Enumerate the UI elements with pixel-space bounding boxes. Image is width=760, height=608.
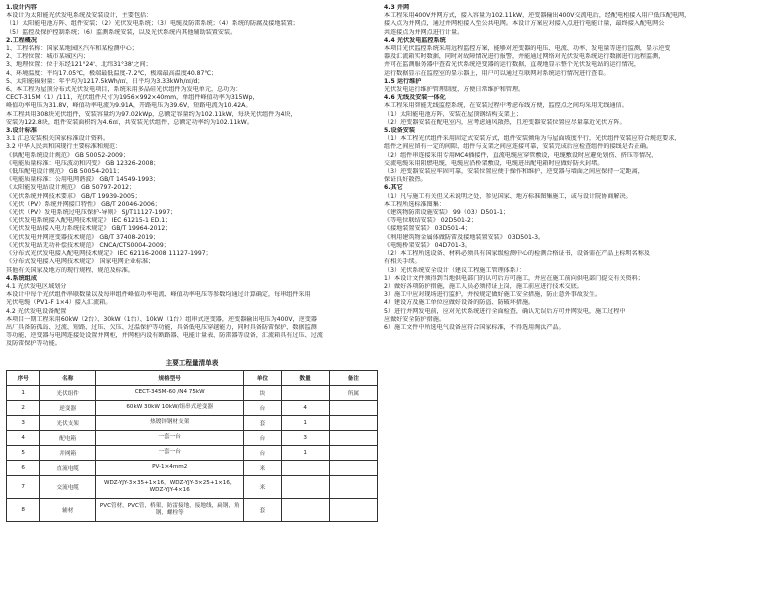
text-line: 《分布式光伏发电接入配电网技术规定》 IEC 62116-2008 11127-1997； [6,250,212,258]
text-line: 器及汇流箱实时数据，同时对故障情况进行报警，并能通过网络对光伏发电系统运行数据进行远程监测， [384,53,665,61]
text-line: 及防雷保护等功能。 [6,340,61,348]
text-line: 3.1 汇总安装相关国家标准设计资料。 [6,135,110,143]
text-line: 接入点为并网点，通过并网柜接入至公共电网。本设计方案应对接入点进行电能计量，最终接入配电网公 [384,20,665,28]
text-line: 等功能，逆变器与电网连接处设置并网柜，并网柜内设有断路器、电能计量表、防雷器等设备，汇流箱具有过压、过流 [6,332,323,340]
text-line: 《光伏发电站无功补偿技术规范》 CNCA/CTS0004-2009； [6,241,170,249]
text-line: 《建筑物防雷设施安装》 99（03）D501-1； [384,209,510,217]
table-row [7,460,378,475]
table-cell: 套 [244,415,281,430]
table-cell: 套 [244,498,281,521]
table-cell: CECT-345M-60 /N4 75kW [96,385,244,400]
text-line: 2）做好各项防护措施，施工人员必须持证上岗，施工前应进行技术交底。 [384,282,583,290]
text-line: 本工程所选标准图集： [384,200,445,208]
table-cell: 4 [7,430,40,445]
text-line: 本设计为太阳能光伏发电系统及安装设计，主要包括： [6,12,153,20]
text-line: （2）本工程所选设备、材料必须具有国家级检测中心的检测合格证书，设备需在产品上标明名称及 [384,250,650,258]
text-line: 《电能质量标准：公用电网谐波》 GB/T 14549-1993； [6,176,160,184]
text-line: （5）监控及保护控制系统；（6）监测系统安装，以及光伏系统内其他辅助装置安装。 [6,28,237,36]
text-line: 本工程采用智能无线监控系统，在安装过程中考虑布线方便，监控点之间均采用无线通信。 [384,102,628,110]
table-header-cell: 备注 [329,370,377,385]
table-cell [281,460,329,475]
table-cell [329,498,377,521]
equipment-table-header [7,370,378,385]
text-line: 共连接点为并网点进行计量。 [384,28,464,36]
table-cell: 逆变器 [40,400,96,415]
text-line: CECT-315M（1）/111，光伏组件尺寸为1956×992×40mm，单组件峰值功率为315Wp， [6,94,259,102]
text-line: 3）施工中应对现场进行监护，并按规定做好施工安全措施，防止意外事故发生。 [384,291,602,299]
table-cell: 块 [244,385,281,400]
text-line: 4.2 光伏发电设备配置 [6,307,67,315]
table-cell: 3 [7,415,40,430]
text-line: （1）太阳能电池方阵，安装在屋顶钢结构支架上； [384,110,522,118]
table-cell [281,385,329,400]
table-cell [281,475,329,498]
table-cell: 热镀锌钢材支架 [96,415,244,430]
table-cell: 并网箱 [40,445,96,460]
text-line: 《低压配电设计规范》 GB 50054-2011； [6,168,123,176]
text-line: 保证良好散热。 [384,176,427,184]
text-line: 《利用建筑物金属体做防雷及接地装置安装》 03D501-3。 [384,233,545,241]
text-line: 1、工程名称：国家某地园区汽车和某检测中心； [6,45,138,53]
table-header-cell: 规格型号 [96,370,244,385]
text-line: 6）施工文件中所选电气设备应符合国家标准，不得选用淘汰产品。 [384,323,565,331]
table-cell [329,445,377,460]
table-cell: 台 [244,445,281,460]
table-cell: 3 [281,430,329,445]
table-cell [329,400,377,415]
table-cell: 一套一台 [96,445,244,460]
text-line: 《太阳能发电站设计规范》 GB 50797-2012； [6,184,136,192]
table-row [7,400,378,415]
table-cell [329,475,377,498]
text-line: （1）太阳能电池方阵、组件安装；（2）光伏发电系统；（3）电缆及防雷系统；（4）系统的防腐及接地装置； [6,20,299,28]
text-line: 其他有关国家及地方的现行规程、规范及标准。 [6,266,134,274]
text-line: 1）本设计文件须得到当地供电部门的认可后方可施工，并应在施工前向供电部门提交有关资料； [384,274,644,282]
table-cell: 光伏支架 [40,415,96,430]
equipment-table [6,355,378,522]
equipment-table-caption: 主要工程量清单表 [165,358,219,367]
text-line: 本工程采用400V并网方式，接入容量为102.11kW，逆变器输出400V交流电后，经配电柜接入用户低压配电网， [384,12,691,20]
table-cell: 台 [244,430,281,445]
table-cell: 台 [244,400,281,415]
text-line: 《光伏发电站接入电力系统技术规定》 GB/T 19964-2012； [6,225,172,233]
text-line: 6、本工程为屋顶分布式光伏发电项目，系统采用多晶硅光伏组件为发电单元，总功为： [6,86,242,94]
text-line: 4、环境温度：平均17.05℃，极端最低温度-7.2℃，极端最高温度40.87℃； [6,69,218,77]
table-cell: 配电箱 [40,430,96,445]
table-cell: 1 [281,415,329,430]
section-heading: 6.其它 [384,184,403,192]
table-cell: 光伏组件 [40,385,96,400]
text-line: 《等电位联结安装》 02D501-2； [384,217,478,225]
table-row [7,475,378,498]
text-line: 光伏电缆（PV1-F 1×4）接入汇流箱。 [6,299,112,307]
text-line: 安装为122.8块，组件安装面积约为4.6㎡，共安装光伏组件，总额定功率约为102.11kW。 [6,118,253,126]
right-text-lines [384,4,754,332]
table-cell: 5 [7,445,40,460]
section-heading: 4.4 光伏发电监控系统 [384,36,446,44]
table-header-cell: 单位 [244,370,281,385]
table-cell: 米 [244,475,281,498]
section-heading: 3.设计标准 [6,127,37,135]
table-cell: PV-1×4mm2 [96,460,244,475]
table-cell [281,498,329,521]
table-cell: 米 [244,460,281,475]
table-cell: 直流电缆 [40,460,96,475]
table-cell: 7 [7,475,40,498]
text-line: 《分布式发电接入电网技术规定》 国家电网企业标准； [6,258,155,266]
text-line: 5、太阳能辐射量：年平均为1217.5kWh/㎡，日平均为3.33kWh/㎡/d； [6,77,204,85]
text-line: 应做好安全防护措施。 [384,315,445,323]
text-line: 5）进行并网发电前，应对光伏系统进行全面检查，确认无误后方可并网发电，施工过程中 [384,307,626,315]
text-line: 组件之间应留有一定的间隙，组件与支架之间应连接可靠，安装完成后应检查组件的接线是否正确。 [384,143,653,151]
section-heading: 4.系统组成 [6,274,37,282]
text-line: 4）建设方及施工单位应做好设备的防盗、防破坏措施。 [384,299,535,307]
text-line: 交流电缆采用阻燃电缆，电缆应沿桥架敷设，电缆进出配电箱时应做好防火封堵。 [384,159,604,167]
equipment-table-body [7,385,378,521]
table-row [7,498,378,521]
table-cell: 4 [281,400,329,415]
table-cell: 8 [7,498,40,521]
text-line: 运行数据显示在监控室的显示器上，用户可以通过互联网对系统运行情况进行查看。 [384,69,610,77]
text-line: 《电能质量标准：电压波动和闪变》 GB 12326-2008； [6,159,160,167]
table-row [7,415,378,430]
text-line: （1）本工程光伏组件采用固定式安装方式，组件安装倾角为与屋面坡度平行，光伏组件安装应符合规范要求， [384,135,681,143]
table-header-cell: 名称 [40,370,96,385]
text-line: （3）逆变器安装应牢固可靠，安装位置应便于操作和维护，逆变器与墙面之间应保持一定距离， [384,168,644,176]
left-text-lines [6,4,378,349]
text-line: 本设计中每个光伏组件串联数量以及每串组件峰值功率电流、峰值功率电压等参数均通过计算确定，每串组件采用 [6,291,311,299]
table-cell [329,460,377,475]
left-column [6,4,378,522]
text-line: 本项目一期工程采用60kW（2台）、30kW（1台）、10kW（1台）组串式逆变器，逆变器输出电压为400V，逆变器 [6,315,317,323]
text-line: 《光伏发电系统接入配电网技术规定》 IEC 61215-1 ED.1； [6,217,172,225]
text-line: （2）逆变器安装在配电室内，应考虑通风散热，且逆变器安装位置应尽量靠近光伏方阵。 [384,118,626,126]
text-line: 本项目光伏监控系统采用远程监控方案，能够对逆变器的电压、电流、功率、发电量等进行监测，显示逆变 [384,45,671,53]
text-line: 峰值功率电压为31.8V，峰值功率电流为9.91A，开路电压为39.6V，短路电流为10.42A。 [6,102,252,110]
text-line: 《接地装置安装》 03D501-4； [384,225,471,233]
text-line: 2、工程位置：城市某城区内； [6,53,90,61]
text-line: 3.2 中华人民共和国现行主要标准和规范： [6,143,122,151]
text-line: （1）凡与施工有关但又未说明之处，参见国家、地方标准图集施工，或与设计院协商解决。 [384,192,632,200]
text-line: 本工程共用308块光伏组件，安装容量约为97.02kWp，总额定容量约为102.11kW，每块光伏组件为4块， [6,110,297,118]
section-heading: 2.工程概况 [6,36,37,44]
text-line: 3、地理位置：位于东经121°24'、北纬31°38'之间； [6,61,152,69]
table-cell: WDZ-YJY-3×35+1×16，WDZ-YJY-3×25+1×16，WDZ-YJY-4×16 [96,475,244,498]
text-line: 4.1 光伏发电区域划分 [6,282,67,290]
table-row [7,385,378,400]
table-cell: 6 [7,460,40,475]
table-header-cell: 序号 [7,370,40,385]
table-cell: 一套一台 [96,430,244,445]
section-heading: 4.3 并网 [384,4,410,11]
table-cell [329,415,377,430]
table-cell: 60kW 30kW 10kW/组串式逆变器 [96,400,244,415]
text-line: 并可在监测服务器中查看光伏系统逆变器的运行数据，直观地显示整个光伏发电站的运行情况， [384,61,640,69]
text-line: 《供配电系统设计规范》 GB 50052-2009； [6,151,129,159]
table-cell: 辅材 [40,498,96,521]
text-line: 有相关手续。 [384,258,421,266]
table-cell: 1 [7,385,40,400]
section-heading: 1.设计内容 [6,4,37,11]
table-header-cell: 数量 [281,370,329,385]
text-line: 出厂具备防孤岛、过流、短路、过压、欠压、过温保护等功能，具备低电压穿越能力，同时具备防雷保护、数据监测 [6,323,317,331]
text-line: 光伏发电运行维护管理制度，方便日常维护和管理。 [384,86,525,94]
text-line: 《光伏（PV）发电系统过电压保护-导则》 SJ/T11127-1997； [6,209,177,217]
text-line: 《电缆桥架安装》 04D701-3。 [384,241,471,249]
table-cell: 1 [281,445,329,460]
table-cell [329,430,377,445]
section-heading: 1.5 运行维护 [384,77,422,85]
text-line: （3）光伏系统安全设计（建议工程施工管理体系）： [384,266,525,274]
table-cell: 所属 [329,385,377,400]
table-cell: PVC管材，PVC管，桥架，防雷接地，接地线，扁钢，角钢，螺栓等 [96,498,244,521]
table-row [7,430,378,445]
table-cell: 2 [7,400,40,415]
text-line: 《光伏（PV）系统并网接口特性》 GB/T 20046-2006； [6,200,161,208]
table-row [7,445,378,460]
table-cell: 交流电缆 [40,475,96,498]
section-heading: 5.设备安装 [384,127,415,135]
right-column [384,4,754,332]
text-line: 《光伏系统并网技术要求》 GB/T 19939-2005； [6,192,141,200]
text-line: （2）组件串连接采用专用MC4插接件，直流电缆应穿管敷设，电缆敷设时应避免划伤、挤压等情况， [384,151,658,159]
text-line: 《光伏发电并网逆变器技术规范》 GB/T 37408-2019； [6,233,160,241]
section-heading: 4.6 无线及安装一体化 [384,94,446,102]
